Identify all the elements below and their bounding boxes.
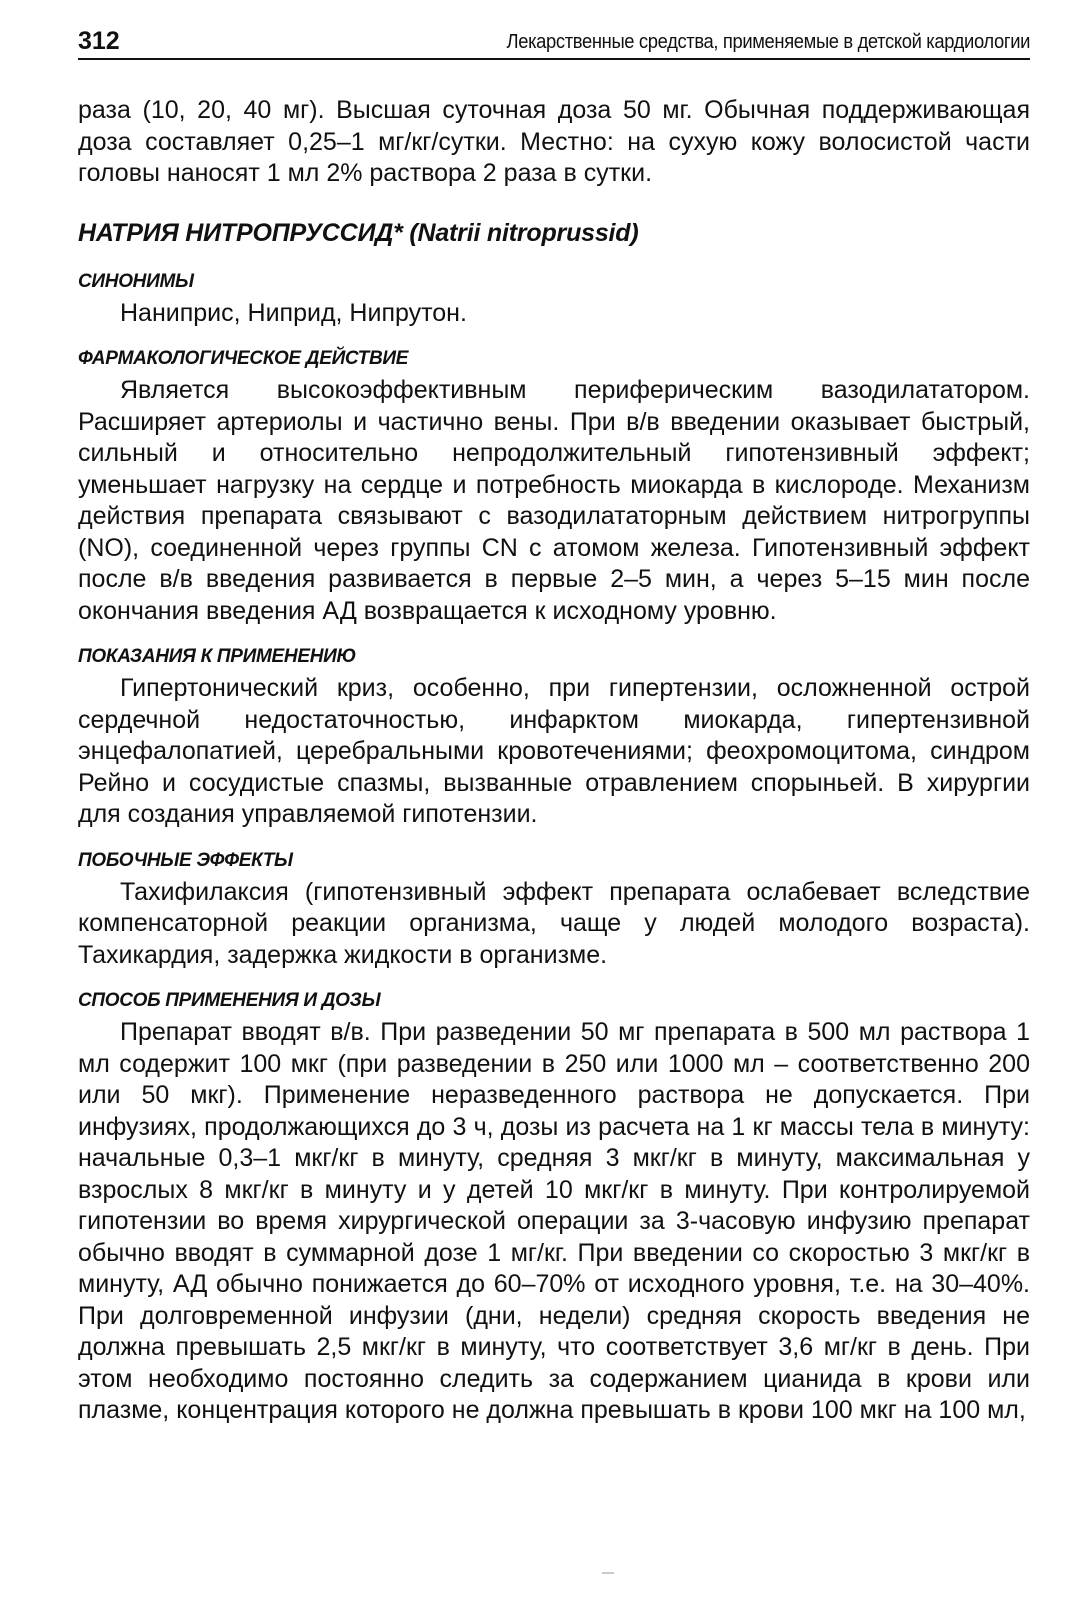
section-synonyms bbox=[78, 270, 1030, 330]
indications-text: Гипертонический криз, особенно, при гипертензии, осложненной острой сердечной недостаточностью, инфарктом миокарда, гипертензивной энцефалопатией, церебральными кровотечениями; феохромоцитома, синдром Рейно и сосудистые спазмы, вызванные отравлением спорыньей. В хирургии для создания управляемой гипотензии. bbox=[78, 674, 1030, 828]
section-dosage bbox=[78, 989, 1030, 1427]
running-header bbox=[78, 14, 1030, 60]
section-side-effects bbox=[78, 849, 1030, 972]
section-heading-dosage: СПОСОБ ПРИМЕНЕНИЯ И ДОЗЫ bbox=[78, 990, 381, 1011]
section-heading-synonyms: СИНОНИМЫ bbox=[78, 270, 194, 292]
section-heading-side-effects: ПОБОЧНЫЕ ЭФФЕКТЫ bbox=[78, 849, 293, 871]
dosage-text: Препарат вводят в/в. При разведении 50 мг препарата в 500 мл раствора 1 мл содержит 100 мкг (при разведении в 250 или 1000 мл – соответственно 200 или 50 мкг). Применение неразведенного раствора не допускается. При инфузиях, продолжающихся до 3 ч, дозы из расчета на 1 кг массы тела в минуту: начальные 0,3–1 мкг/кг в минуту, средняя 3 мкг/кг в минуту, максимальная у взрослых 8 мкг/кг в минуту и у детей 10 мкг/кг в минуту. При контролируемой гипотензии во время хирургической операции за 3-часовую инфузию препарат обычно вводят в суммарной дозе 1 мг/кг. При введении со скоростью 3 мкг/кг в минуту, АД обычно понижается до 60–70% от исходного уровня, т.е. на 30–40%. При долговременной инфузии (дни, недели) средняя скорость введения не должна превышать 2,5 мкг/кг в минуту, что соответствует 3,6 мг/кг в день. При этом необходимо постоянно следить за содержанием цианида в крови или плазме, концентрация которого не должна превышать в крови 100 мкг на 100 мл, bbox=[78, 1018, 1030, 1424]
book-page bbox=[78, 14, 1030, 1427]
drug-title: НАТРИЯ НИТРОПРУССИД* (Natrii nitroprussid) bbox=[78, 218, 639, 247]
synonyms-text: Наниприс, Ниприд, Нипрутон. bbox=[120, 298, 467, 327]
section-pharmacology bbox=[78, 347, 1030, 627]
side-effects-text: Тахифилаксия (гипотензивный эффект препарата ослабевает вследствие компенсаторной реакции организма, чаще у людей молодого возраста). Тахикардия, задержка жидкости в организме. bbox=[78, 877, 1030, 969]
scan-mark bbox=[602, 1572, 614, 1574]
section-heading-pharmacology: ФАРМАКОЛОГИЧЕСКОЕ ДЕЙСТВИЕ bbox=[78, 348, 409, 369]
section-indications bbox=[78, 645, 1030, 831]
page-number: 312 bbox=[78, 27, 120, 55]
intro-paragraph: раза (10, 20, 40 мг). Высшая суточная доза 50 мг. Обычная поддерживающая доза составляет 0,25–1 мг/кг/сутки. Местно: на сухую кожу волосистой части головы наносят 1 мл 2% раствора 2 раза в сутки. bbox=[78, 96, 1030, 187]
pharmacology-text: Является высокоэффективным периферическим вазодилататором. Расширяет артериолы и частично вены. При в/в введении оказывает быстрый, сильный и относительно непродолжительный гипотензивный эффект; уменьшает нагрузку на сердце и потребность миокарда в кислороде. Механизм действия препарата связывают с вазодилататорным действием нитрогруппы (NO), соединенной через группы CN с атомом железа. Гипотензивный эффект после в/в введения развивается в первые 2–5 мин, а через 5–15 мин после окончания введения АД возвращается к исходному уровню. bbox=[78, 376, 1030, 625]
running-title: Лекарственные средства, применяемые в детской кардиологии bbox=[506, 31, 1030, 53]
section-heading-indications: ПОКАЗАНИЯ К ПРИМЕНЕНИЮ bbox=[78, 646, 357, 667]
